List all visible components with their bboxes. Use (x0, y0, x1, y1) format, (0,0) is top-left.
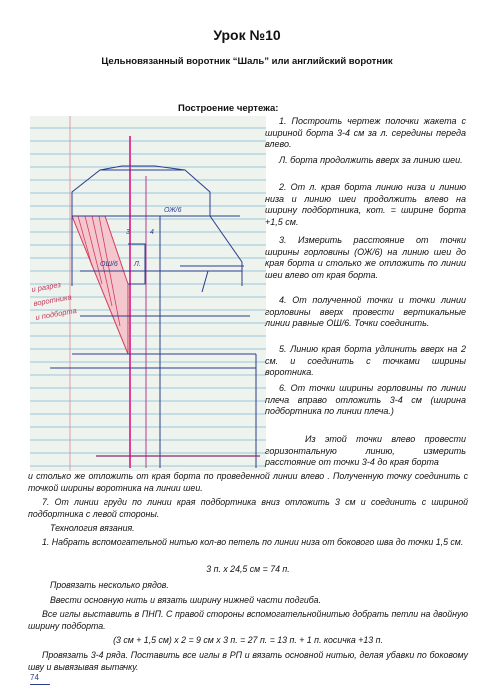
step-6b: Из этой точки влево провести горизонтальную линию, измерить расстояние от точки 3-4 до края борта (265, 434, 466, 468)
section-heading: Построение чертежа: (178, 103, 279, 114)
tech-step-4: Все иглы выставить в ПНП. С правой стороны вспомогательнойнитью добрать петли на двойную ширину подборта. (28, 609, 468, 631)
page-number: 74 (30, 673, 39, 682)
label-4: 4 (150, 229, 154, 236)
pattern-drawing (30, 116, 266, 471)
step-4: 4. От полученной точки и точки линии горловины вверх провести вертикальные линии равные ОШ/6. Точки соединить. (265, 295, 466, 329)
step-6-continued: и столько же отложить от края борта по проведенной линии влево . Полученную точку соединить с точкой ширины воротника на линии шеи. (28, 471, 468, 493)
technology-heading: Технология вязания. (50, 523, 135, 533)
tech-step-3: Ввести основную нить и вязать ширину нижней части подгиба. (50, 595, 322, 605)
page-number-underline (30, 684, 50, 685)
formula-2: (3 см + 1,5 см) х 2 = 9 см х 3 п. = 27 п. = 13 п. + 1 п. косичка +13 п. (113, 635, 383, 645)
step-5: 5. Линию края борта удлинить вверх на 2 см. и соединить с точками ширины воротника. (265, 344, 466, 378)
step-1: 1. Построить чертеж полочки жакета с шириной борта 3-4 см за л. середины переда влево. (265, 116, 466, 150)
lesson-title: Урок №10 (213, 27, 281, 43)
label-3: 3 (126, 229, 130, 236)
step-3: 3. Измерить расстояние от точки ширины горловины (ОЖ/6) на линию шеи до края борта и столько же отложить по линии шеи влево от края борта. (265, 235, 466, 281)
step-6: 6. От точки ширины горловины по линии плеча вправо отложить 3-4 см (ширина подбортника по линии плеча.) (265, 383, 466, 417)
lesson-subtitle: Цельновязанный воротник “Шаль” или английский воротник (101, 56, 393, 67)
step-7: 7. От линии груди по линии края подбортника вниз отложить 3 см и соединить с шириной подбортника с левой стороны. (28, 497, 468, 519)
note-line-3: и подборта (34, 305, 78, 322)
label-ozh6: ОЖ/6 (164, 207, 182, 214)
step-2: 2. От л. края борта линию низа и линию низа и линию шеи продолжить влево на ширину подбортника, кот. = ширине борта +1,5 см. (265, 182, 466, 228)
label-osh6: ОШ/6 (100, 261, 118, 268)
label-l: Л. (134, 261, 141, 268)
note-line-1: и разрез (30, 279, 62, 294)
tech-step-2: Провязать несколько рядов. (50, 580, 169, 590)
tech-step-1: 1. Набрать вспомогательной нитью кол-во петель по линии низа от бокового шва до точки 1,5 см. (42, 537, 464, 547)
note-line-2: воротника (32, 292, 73, 308)
tech-step-5: Провязать 3-4 ряда. Поставить все иглы в РП и вязать основной нитью, делая убавки по боковому шву и вывязывая вытачку. (28, 650, 468, 672)
step-1b: Л. борта продолжить вверх за линию шеи. (279, 155, 463, 165)
formula-1: 3 п. х 24,5 см = 74 п. (206, 564, 290, 574)
